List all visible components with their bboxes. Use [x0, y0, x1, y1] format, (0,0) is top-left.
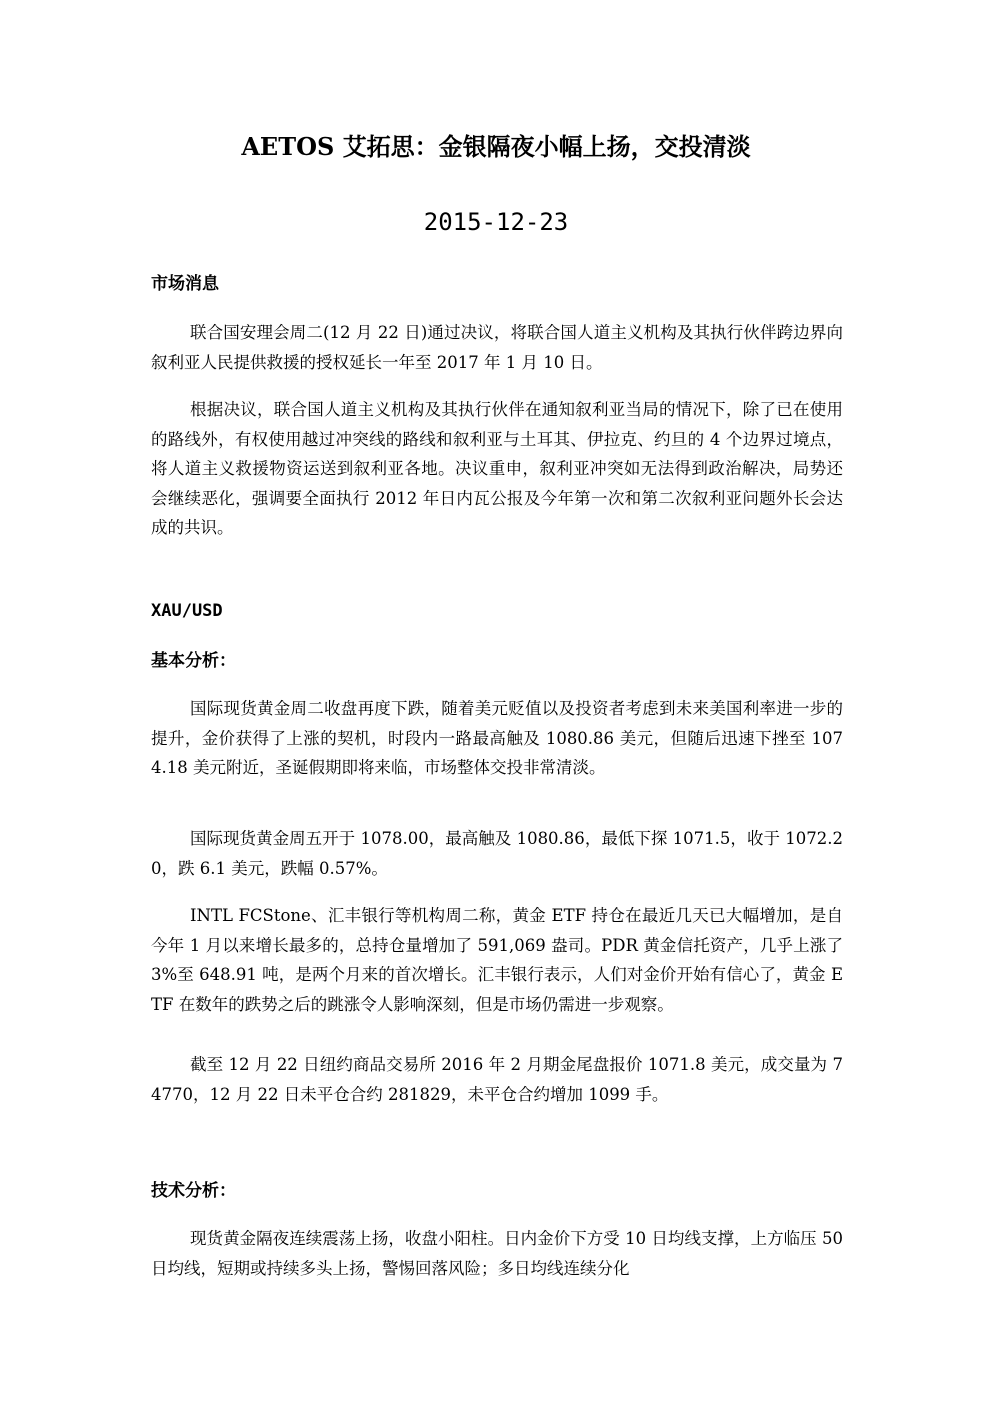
fundamental-paragraph-3: INTL FCStone、汇丰银行等机构周二称，黄金 ETF 持仓在最近几天已大幅增加，是自今年 1 月以来增长最多的，总持仓量增加了 591,069 盎司。PDR 黄金信托资产，几乎上涨了 3%至 648.91 吨，是两个月来的首次增长。汇丰银行表示，人们对金价开始有信心了，黄金 ETF 在数年的跌势之后的跳涨令人影响深刻，但是市场仍需进一步观察。 — [151, 906, 843, 1014]
instrument-label: XAU/USD — [151, 601, 223, 621]
fundamental-paragraph-1: 国际现货黄金周二收盘再度下跌，随着美元贬值以及投资者考虑到未来美国利率进一步的提升，金价获得了上涨的契机，时段内一路最高触及 1080.86 美元，但随后迅速下挫至 1074.18 美元附近，圣诞假期即将来临，市场整体交投非常清淡。 — [151, 699, 843, 777]
market-news-paragraph-2: 根据决议，联合国人道主义机构及其执行伙伴在通知叙利亚当局的情况下，除了已在使用的路线外，有权使用越过冲突线的路线和叙利亚与土耳其、伊拉克、约旦的 4 个边界过境点，将人道主义救援物资运送到叙利亚各地。决议重申，叙利亚冲突如无法得到政治解决，局势还会继续恶化，强调要全面执行 2012 年日内瓦公报及今年第一次和第二次叙利亚问题外长会达成的共识。 — [151, 400, 843, 537]
fundamental-analysis-heading: 基本分析： — [151, 651, 236, 671]
document-date: 2015-12-23 — [423, 208, 569, 236]
fundamental-paragraph-4: 截至 12 月 22 日纽约商品交易所 2016 年 2 月期金尾盘报价 1071.8 美元，成交量为 74770，12 月 22 日未平仓合约 281829，未平仓合约增加 1099 手。 — [151, 1055, 843, 1104]
technical-paragraph-1: 现货黄金隔夜连续震荡上扬，收盘小阳柱。日内金价下方受 10 日均线支撑，上方临压 50 日均线，短期或持续多头上扬，警惕回落风险；多日均线连续分化 — [151, 1229, 843, 1278]
market-news-heading: 市场消息 — [151, 274, 219, 294]
document-title: AETOS 艾拓思：金银隔夜小幅上扬，交投清淡 — [241, 132, 751, 161]
technical-analysis-heading: 技术分析： — [151, 1181, 236, 1201]
market-news-paragraph-1: 联合国安理会周二(12 月 22 日)通过决议，将联合国人道主义机构及其执行伙伴跨边界向叙利亚人民提供救援的授权延长一年至 2017 年 1 月 10 日。 — [151, 323, 843, 372]
fundamental-paragraph-2: 国际现货黄金周五开于 1078.00，最高触及 1080.86，最低下探 1071.5，收于 1072.20，跌 6.1 美元，跌幅 0.57%。 — [151, 829, 843, 878]
